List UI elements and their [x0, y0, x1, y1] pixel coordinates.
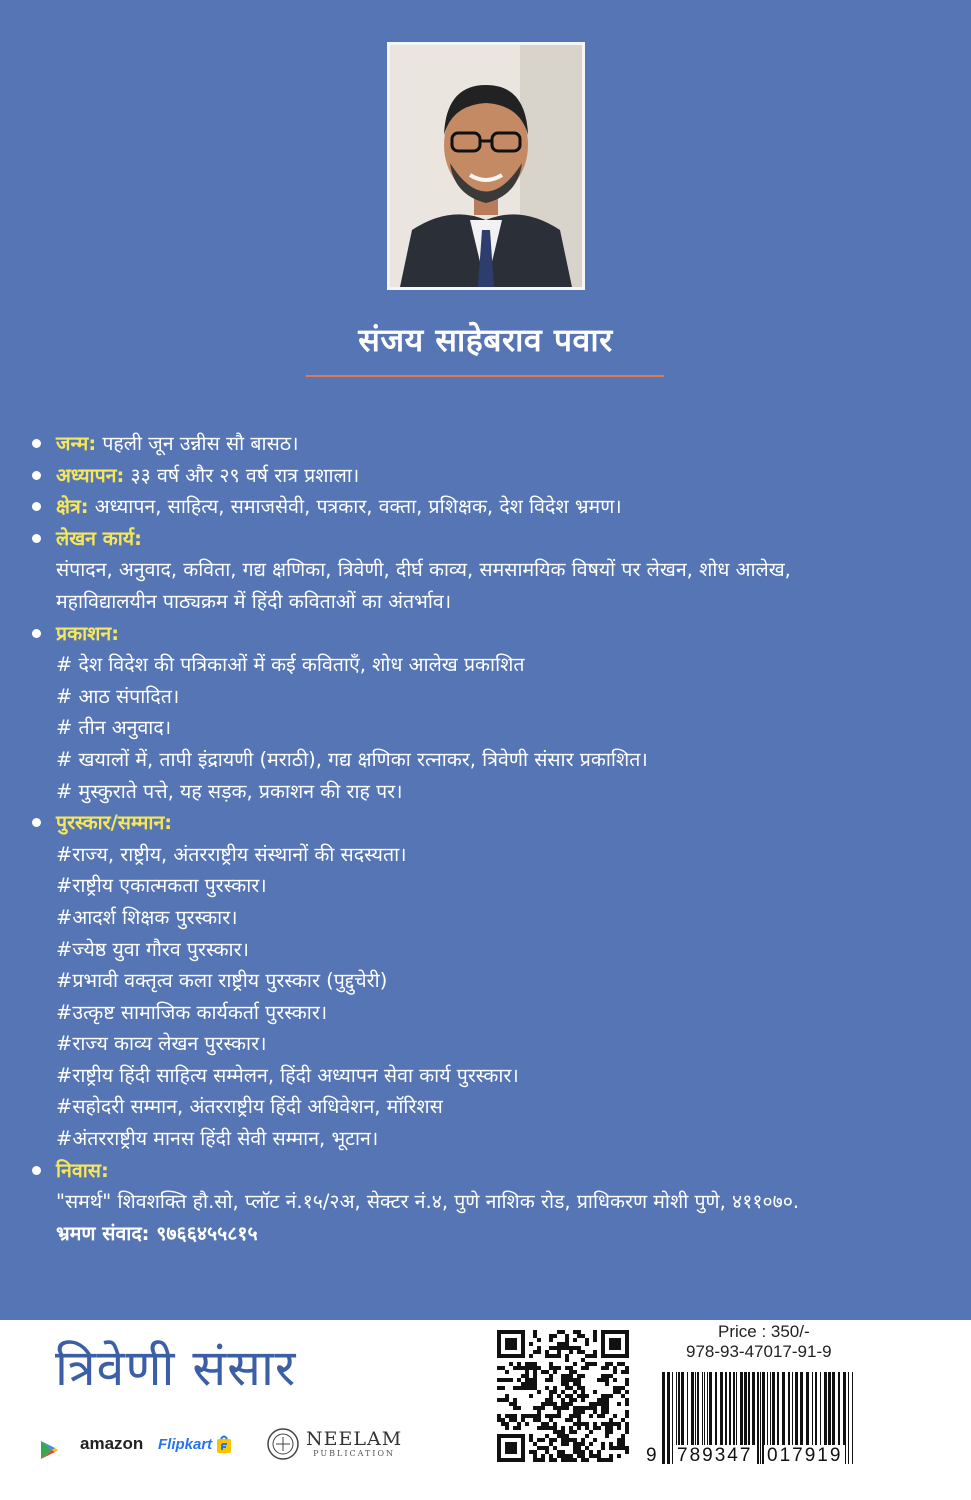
awards-label: पुरस्कार/सम्मान:	[56, 811, 173, 835]
fields-label: क्षेत्र:	[56, 495, 89, 519]
barcode-digit-group1: 789347	[674, 1445, 755, 1467]
publisher-sub: PUBLICATION	[313, 1449, 396, 1458]
isbn-label: 978-93-47017-91-9	[686, 1342, 832, 1361]
award-item: #राज्य, राष्ट्रीय, अंतरराष्ट्रीय संस्थानों की सदस्यता।	[56, 842, 407, 866]
neelam-publication-logo	[266, 1426, 402, 1462]
amazon-logo[interactable]: amazon	[80, 1434, 144, 1453]
fields-value: अध्यापन, साहित्य, समाजसेवी, पत्रकार, वक्ता, प्रशिक्षक, देश विदेश भ्रमण।	[88, 495, 622, 519]
price-isbn-block	[644, 1322, 874, 1362]
bullet-icon	[32, 439, 41, 448]
publications-label: प्रकाशन:	[56, 621, 120, 645]
awards-heading	[30, 807, 950, 839]
writing-line: संपादन, अनुवाद, कविता, गद्य क्षणिका, त्रिवेणी, दीर्घ काव्य, समसामयिक विषयों पर लेखन, शोध आलेख,	[56, 558, 791, 582]
author-portrait-image	[390, 45, 582, 287]
neelam-emblem-icon	[266, 1427, 300, 1461]
author-photo	[387, 42, 585, 290]
fields-row	[30, 491, 950, 523]
author-profile	[30, 428, 950, 1249]
book-title: त्रिवेणी संसार	[55, 1339, 297, 1397]
teaching-value: ३३ वर्ष और २९ वर्ष रात्र प्रशाला।	[124, 463, 360, 487]
birth-row	[30, 428, 950, 460]
residence-label: निवास:	[56, 1158, 109, 1182]
award-item: #राज्य काव्य लेखन पुरस्कार।	[56, 1032, 267, 1056]
author-name: संजय साहेबराव पवार	[358, 321, 613, 359]
flipkart-logo[interactable]	[158, 1426, 232, 1462]
barcode-digit-group2: 017919	[764, 1445, 845, 1467]
publication-item: # खयालों में, तापी इंद्रायणी (मराठी), गद्य क्षणिका रत्नाकर, त्रिवेणी संसार प्रकाशित।	[56, 747, 648, 771]
publisher-name: NEELAM	[306, 1428, 403, 1450]
award-item: #राष्ट्रीय एकात्मकता पुरस्कार।	[56, 874, 267, 898]
qr-code[interactable]	[497, 1330, 629, 1462]
flipkart-label: Flipkart	[158, 1435, 213, 1453]
writing-line: महाविद्यालयीन पाठ्यक्रम में हिंदी कविताओं का अंतर्भाव।	[56, 589, 452, 613]
bullet-icon	[32, 1166, 41, 1175]
writing-label: लेखन कार्य:	[56, 526, 142, 550]
publication-item: # मुस्कुराते पत्ते, यह सड़क, प्रकाशन की राह पर।	[56, 779, 403, 803]
publication-item: # देश विदेश की पत्रिकाओं में कई कविताएँ, शोध आलेख प्रकाशित	[56, 653, 525, 677]
teaching-row	[30, 460, 950, 492]
birth-label: जन्म:	[56, 432, 97, 455]
store-logos	[40, 1426, 420, 1466]
bullet-icon	[32, 534, 41, 543]
teaching-label: अध्यापन:	[56, 463, 125, 487]
award-item: #आदर्श शिक्षक पुरस्कार।	[56, 905, 238, 929]
award-item: #ज्येष्ठ युवा गौरव पुरस्कार।	[56, 937, 249, 961]
flipkart-bag-icon	[216, 1435, 232, 1453]
writing-heading	[30, 523, 950, 555]
price-label: Price : 350/-	[718, 1322, 810, 1341]
award-item: #प्रभावी वक्तृत्व कला राष्ट्रीय पुरस्कार (पुद्दुचेरी)	[56, 969, 388, 993]
award-item: #उत्कृष्ट सामाजिक कार्यकर्ता पुरस्कार।	[56, 1000, 328, 1024]
residence-address: "समर्थ" शिवशक्ति हौ.सो, प्लॉट नं.१५/२अ, सेक्टर नं.४, पुणे नाशिक रोड, प्राधिकरण मोशी पुणे, ४११०७०.	[56, 1190, 800, 1214]
name-divider	[306, 375, 664, 377]
publications-heading	[30, 618, 950, 650]
bullet-icon	[32, 471, 41, 480]
birth-value: पहली जून उन्नीस सौ बासठ।	[96, 432, 299, 455]
award-item: #सहोदरी सम्मान, अंतरराष्ट्रीय हिंदी अधिवेशन, मॉरिशस	[56, 1095, 443, 1119]
award-item: #राष्ट्रीय हिंदी साहित्य सम्मेलन, हिंदी अध्यापन सेवा कार्य पुरस्कार।	[56, 1063, 519, 1087]
barcode-digit-first: 9	[646, 1445, 657, 1466]
publication-item: # आठ संपादित।	[56, 684, 180, 708]
residence-phone: भ्रमण संवाद: ९७६६४५५८१५	[56, 1221, 258, 1245]
publication-item: # तीन अनुवाद।	[56, 716, 172, 740]
footer-band	[0, 1320, 971, 1500]
google-play-icon[interactable]	[40, 1432, 58, 1468]
award-item: #अंतरराष्ट्रीय मानस हिंदी सेवी सम्मान, भूटान।	[56, 1127, 379, 1151]
bullet-icon	[32, 629, 41, 638]
bullet-icon	[32, 818, 41, 827]
bullet-icon	[32, 502, 41, 511]
residence-heading	[30, 1155, 950, 1187]
